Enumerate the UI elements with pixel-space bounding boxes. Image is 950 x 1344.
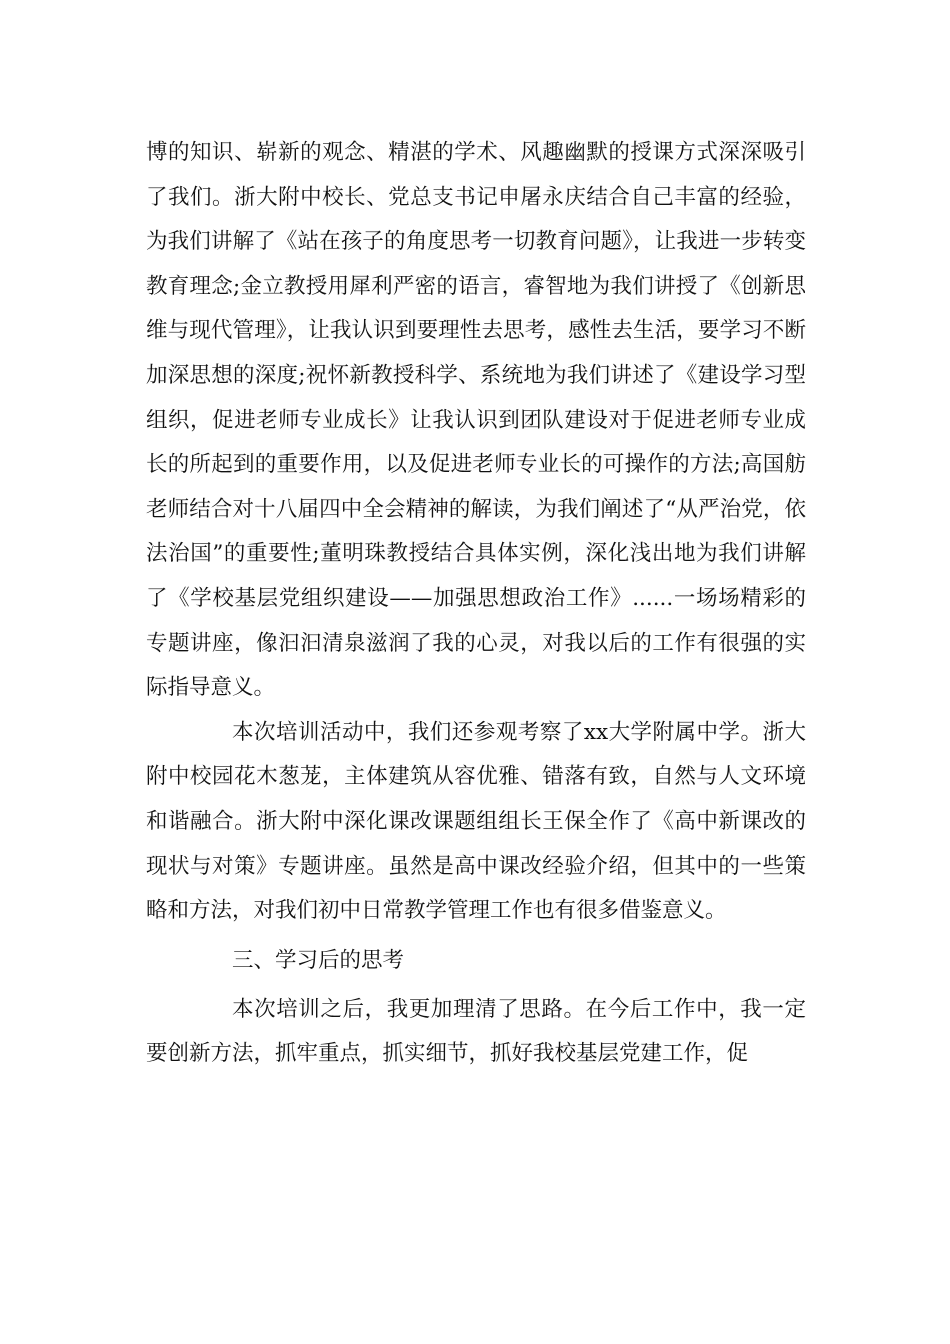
- body-paragraph-reflection: 本次培训之后，我更加理清了思路。在今后工作中，我一定要创新方法，抓牢重点，抓实细节，抓好我校基层党建工作，促: [146, 996, 806, 1067]
- section-heading: 三、学习后的思考: [232, 947, 405, 973]
- body-paragraph-visit: 本次培训活动中，我们还参观考察了xx大学附属中学。浙大附中校园花木葱茏，主体建筑从容优雅、错落有致，自然与人文环境和谐融合。浙大附中深化课改课题组组长王保全作了《高中新课改的现状与对策》专题讲座。虽然是高中课改经验介绍，但其中的一些策略和方法，对我们初中日常教学管理工作也有很多借鉴意义。: [146, 719, 806, 924]
- document-page: [146, 131, 806, 1077]
- body-paragraph-lectures: 博的知识、崭新的观念、精湛的学术、风趣幽默的授课方式深深吸引了我们。浙大附中校长、党总支书记申屠永庆结合自己丰富的经验，为我们讲解了《站在孩子的角度思考一切教育问题》，让我进一步转变教育理念;金立教授用犀利严密的语言，睿智地为我们讲授了《创新思维与现代管理》，让我认识到要理性去思考，感性去生活，要学习不断加深思想的深度;祝怀新教授科学、系统地为我们讲述了《建设学习型组织，促进老师专业成长》让我认识到团队建设对于促进老师专业成长的所起到的重要作用，以及促进老师专业长的可操作的方法;高国舫老师结合对十八届四中全会精神的解读，为我们阐述了“从严治党，依法治国”的重要性;董明珠教授结合具体实例，深化浅出地为我们讲解了《学校基层党组织建设——加强思想政治工作》......一场场精彩的专题讲座，像汩汩清泉滋润了我的心灵，对我以后的工作有很强的实际指导意义。: [146, 140, 806, 701]
